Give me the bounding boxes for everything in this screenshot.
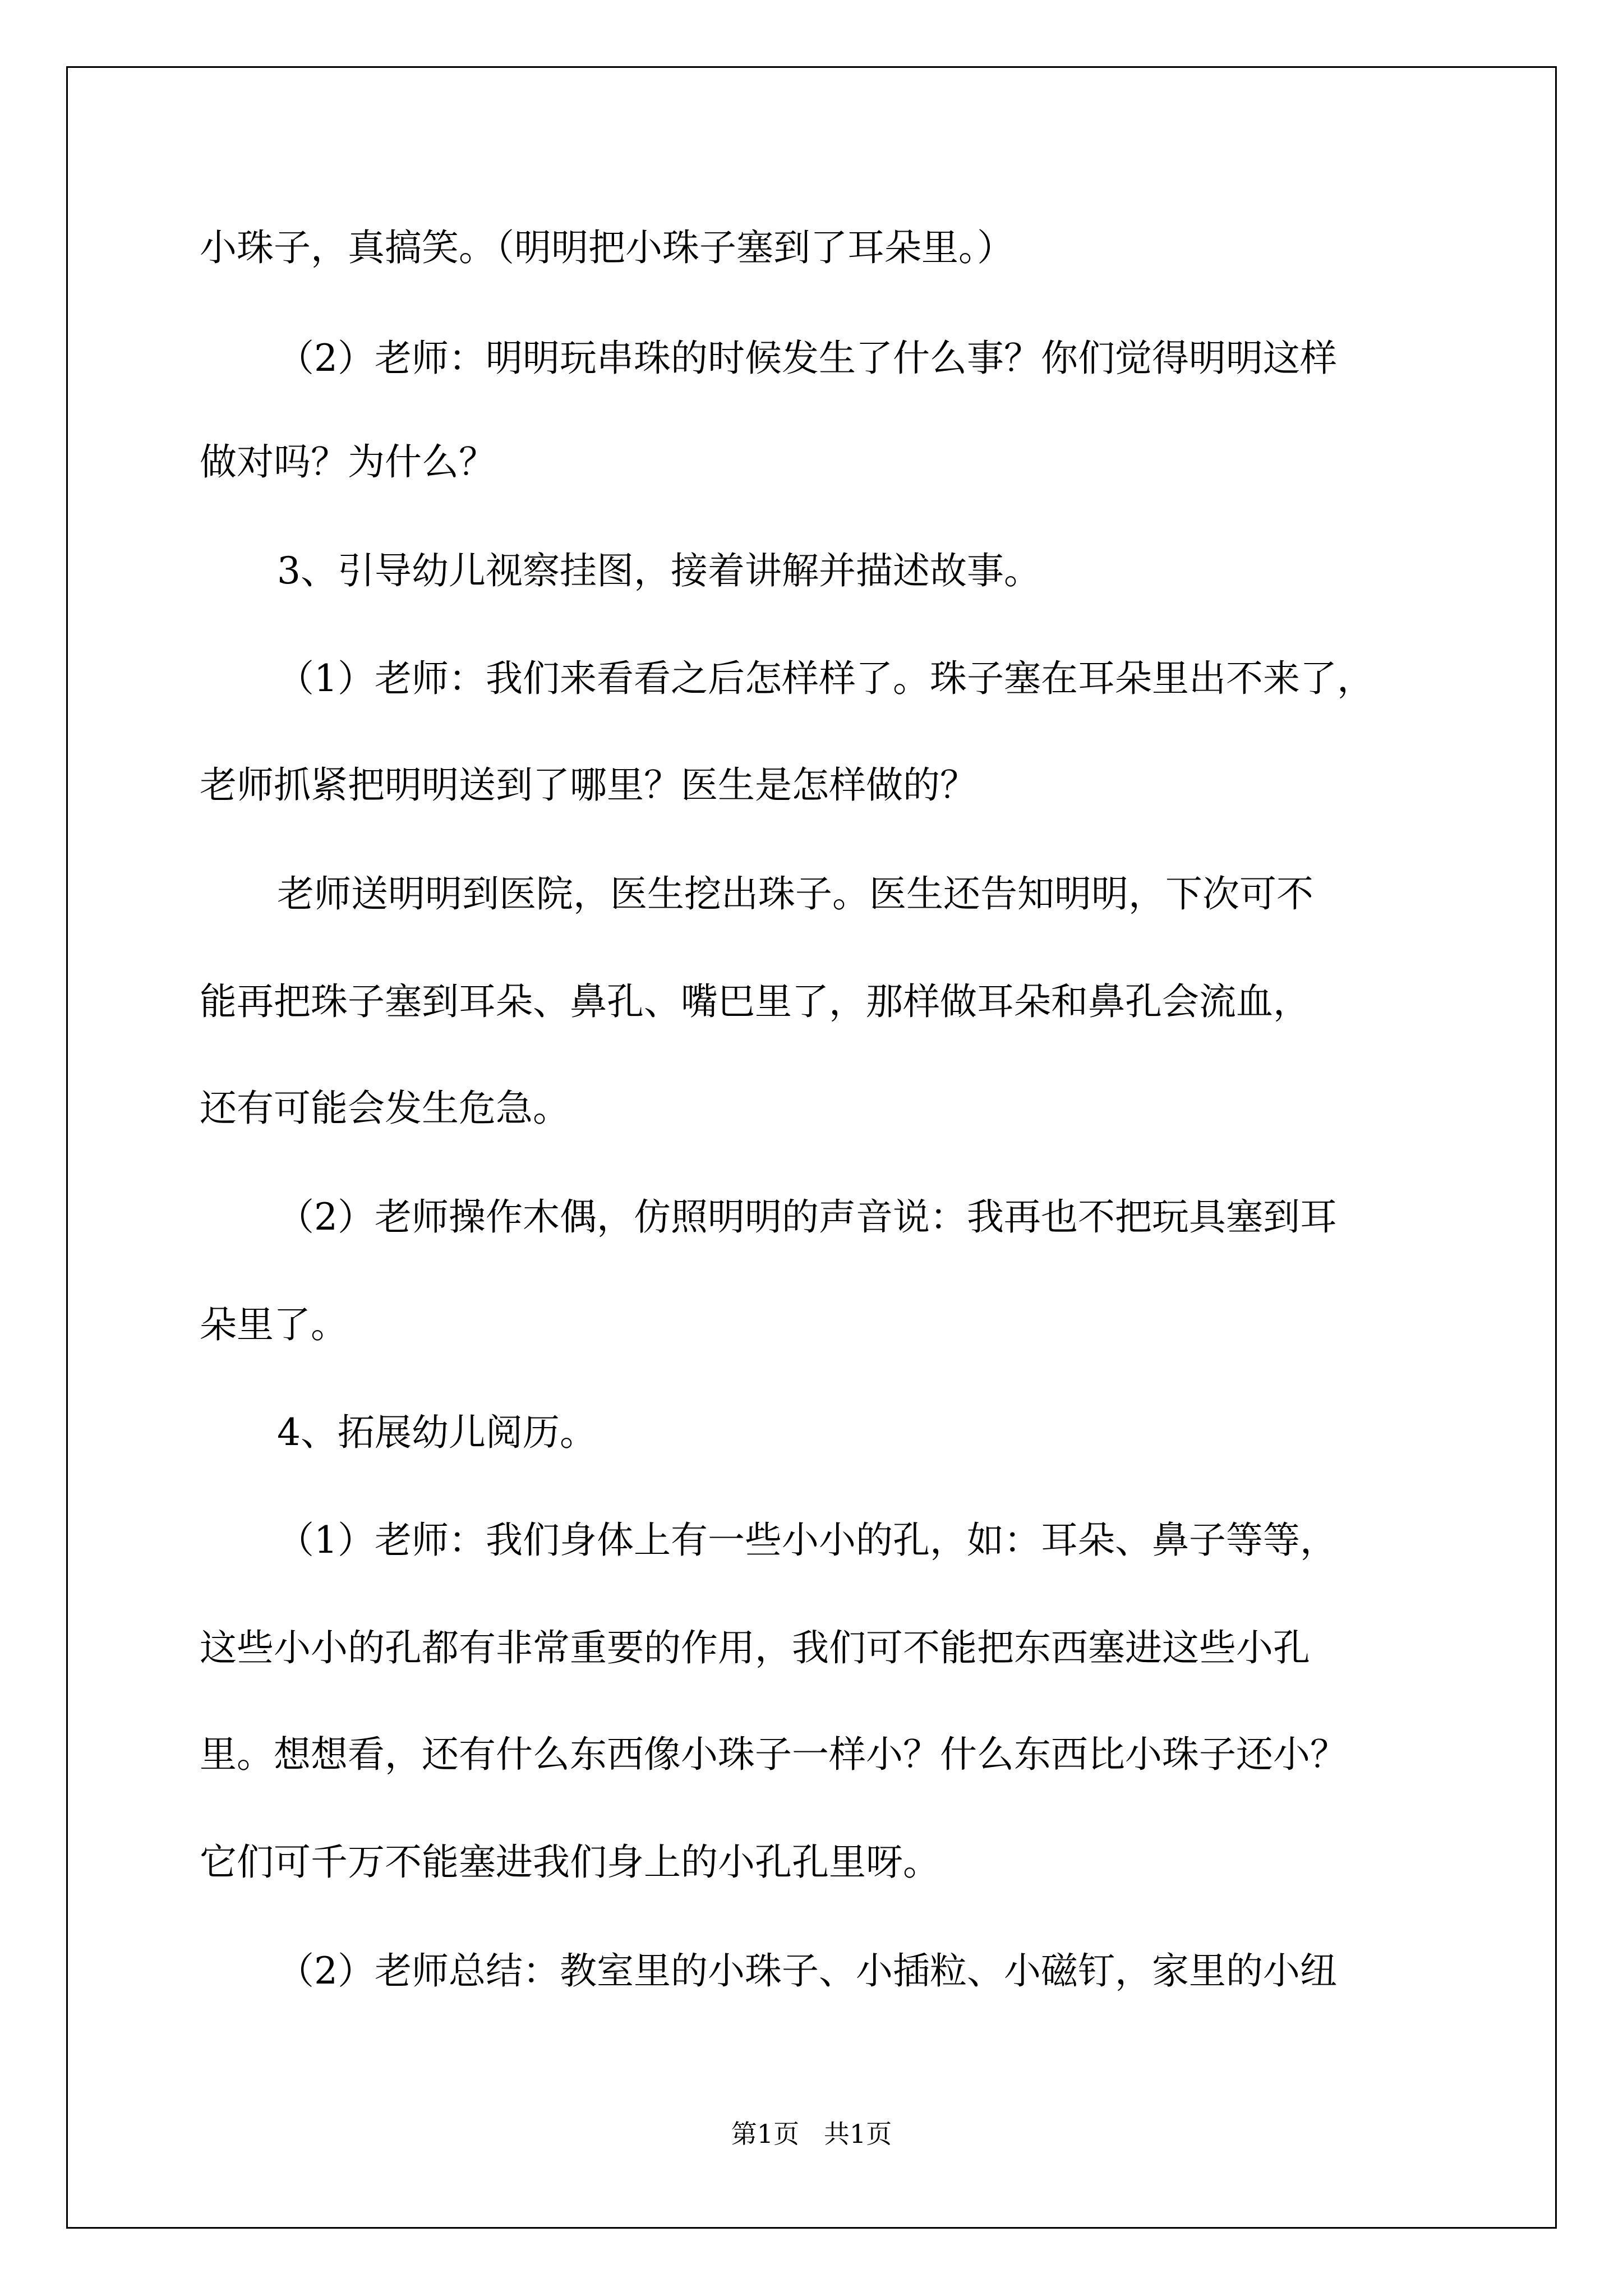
text-line-15: 里。想想看，还有什么东西像小珠子一样小？什么东西比小珠子还小？ (200, 1733, 1347, 1776)
text-line-5: （1）老师：我们来看看之后怎样样了。珠子塞在耳朵里出不来了， (277, 657, 1374, 700)
text-line-2: （2）老师：明明玩串珠的时候发生了什么事？你们觉得明明这样 (277, 337, 1337, 380)
text-line-6: 老师抓紧把明明送到了哪里？医生是怎样做的？ (200, 763, 977, 807)
text-line-1: 小珠子，真搞笑。（明明把小珠子塞到了耳朵里。） (200, 226, 1014, 269)
text-line-12: 4、拓展幼儿阅历。 (277, 1411, 597, 1454)
text-line-4: 3、引导幼儿视察挂图，接着讲解并描述故事。 (277, 549, 1041, 592)
text-line-13: （1）老师：我们身体上有一些小小的孔，如：耳朵、鼻子等等， (277, 1519, 1337, 1562)
text-line-14: 这些小小的孔都有非常重要的作用，我们可不能把东西塞进这些小孔 (200, 1626, 1310, 1669)
text-line-10: （2）老师操作木偶，仿照明明的声音说：我再也不把玩具塞到耳 (277, 1195, 1337, 1239)
text-line-7: 老师送明明到医院，医生挖出珠子。医生还告知明明，下次可不 (277, 872, 1313, 915)
page-footer: 第1页 共1页 (731, 2119, 892, 2149)
text-line-3: 做对吗？为什么？ (200, 440, 496, 484)
page-border (66, 66, 1557, 2229)
text-line-17: （2）老师总结：教室里的小珠子、小插粒、小磁钉，家里的小纽 (277, 1949, 1337, 1993)
text-line-16: 它们可千万不能塞进我们身上的小孔孔里呀。 (200, 1841, 940, 1884)
text-line-9: 还有可能会发生危急。 (200, 1087, 570, 1130)
text-line-8: 能再把珠子塞到耳朵、鼻孔、嘴巴里了，那样做耳朵和鼻孔会流血， (200, 980, 1310, 1023)
text-line-11: 朵里了。 (200, 1303, 348, 1346)
